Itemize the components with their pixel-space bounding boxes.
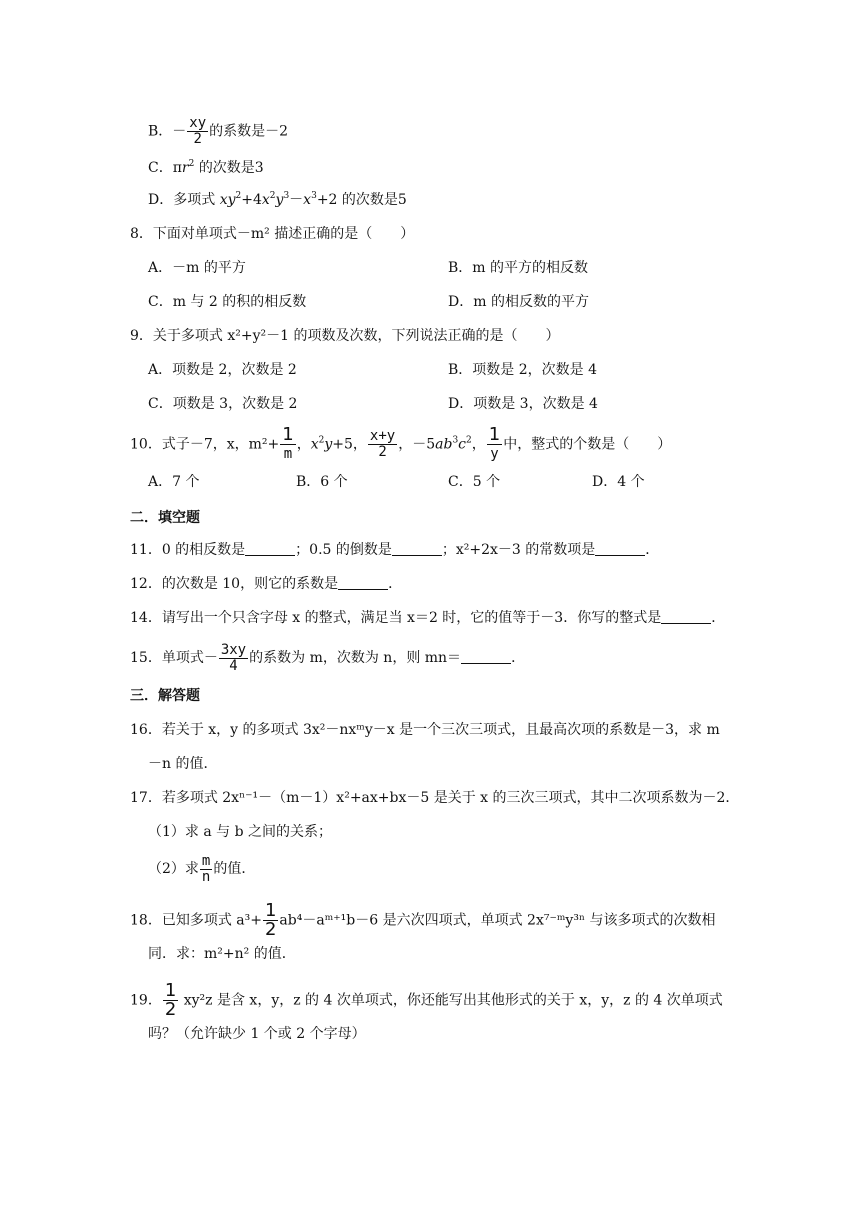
q18-b: ab⁴－aᵐ⁺¹b－6 是六次四项式，单项式 2x⁷⁻ᵐy³ⁿ 与该多项式的次数相 bbox=[279, 912, 716, 929]
q17-line1: 17．若多项式 2xⁿ⁻¹－（m－1）x²+ax+bx－5 是关于 x 的三次三项式，其中二次项系数为－2． bbox=[130, 790, 740, 806]
fraction-xy-over-2 bbox=[187, 116, 208, 147]
q18-a: 18．已知多项式 a³+ bbox=[130, 912, 262, 929]
q8-option-c: C．m 与 2 的积的相反数 bbox=[148, 294, 307, 310]
q14-a: 14．请写出一个只含字母 x 的整式，满足当 x＝2 时，它的值等于－3．你写的整式是 bbox=[130, 610, 662, 626]
q11-d: ． bbox=[645, 542, 660, 558]
q14-b: ． bbox=[711, 610, 726, 626]
q11-a: 11．0 的相反数是 bbox=[130, 542, 246, 558]
q12 bbox=[130, 574, 402, 594]
fraction-3xy-over-4: $\frac{3xy}{4}$ bbox=[220, 641, 247, 674]
q8-stem: 8．下面对单项式－m² 描述正确的是（ ） bbox=[130, 226, 415, 242]
q7-option-b bbox=[148, 116, 288, 147]
q12-b: ． bbox=[388, 576, 403, 592]
q17-sub2-a: （2）求 bbox=[148, 861, 199, 877]
fraction-1-over-y: 1 y bbox=[488, 424, 501, 462]
fraction-1-over-2: $\frac{1}{2}$ bbox=[164, 980, 177, 1020]
q10-option-a: A．7 个 bbox=[148, 474, 200, 490]
q7-option-c: C．$\pi r^2$ 的次数是3 bbox=[148, 159, 264, 176]
q11-b: ；0.5 的倒数是 bbox=[295, 542, 392, 558]
q7-d-label: D．多项式 bbox=[148, 192, 216, 208]
blank[interactable] bbox=[661, 609, 711, 624]
blank[interactable] bbox=[461, 649, 511, 664]
q19-num: 19． bbox=[130, 992, 162, 1009]
q10-stem: 10．式子－7，x，m²+ 1 m ，$x^2y+5$， $\frac{x+y}{2}$ ，$-5ab^3c^2$， 1 y 中，整式的个数是（ ） bbox=[130, 424, 672, 462]
frac-den: 2 bbox=[193, 131, 202, 147]
q8-option-d: D．m 的相反数的平方 bbox=[448, 294, 589, 310]
q16-line1: 16．若关于 x，y 的多项式 3x²－nxᵐy－x 是一个三次三项式，且最高次项的系数是－3，求 m bbox=[130, 722, 720, 738]
q17-sub1: （1）求 a 与 b 之间的关系； bbox=[148, 824, 333, 840]
blank[interactable] bbox=[595, 541, 645, 556]
q19-line2: 吗？（允许缺少 1 个或 2 个字母） bbox=[148, 1026, 366, 1042]
q9-option-c: C．项数是 3，次数是 2 bbox=[148, 396, 298, 412]
q7-c-tail: 的次数是3 bbox=[198, 160, 264, 176]
q9-option-d: D．项数是 3，次数是 4 bbox=[448, 396, 598, 412]
fraction-1-over-m: 1 m bbox=[282, 424, 294, 462]
q7-c-label: C．π bbox=[148, 160, 182, 176]
q9-stem: 9．关于多项式 x²+y²－1 的项数及次数，下列说法正确的是（ ） bbox=[130, 328, 560, 344]
frac-num: xy bbox=[189, 115, 207, 131]
q10-option-b: B．6 个 bbox=[296, 474, 348, 490]
q7-option-d: D．多项式 $xy^2+4x^2y^3-x^3+2$ 的次数是5 bbox=[148, 191, 407, 208]
q19-line1 bbox=[130, 982, 723, 1019]
q7-b-label: B．－ bbox=[148, 123, 187, 140]
q9-option-b: B．项数是 2，次数是 4 bbox=[448, 362, 598, 378]
q14 bbox=[130, 608, 725, 628]
q17-sub2 bbox=[148, 852, 255, 886]
q10-option-c: C．5 个 bbox=[448, 474, 501, 490]
q17-sub2-b: 的值． bbox=[213, 861, 256, 877]
q10-tail: 中，整式的个数是（ ） bbox=[503, 436, 672, 453]
q7-b-tail: 的系数是－2 bbox=[209, 123, 289, 140]
q11 bbox=[130, 540, 659, 560]
blank[interactable] bbox=[245, 541, 295, 556]
q15 bbox=[130, 642, 525, 674]
q16-line2: －n 的值． bbox=[148, 756, 218, 772]
fraction-x-plus-y-over-2: $\frac{x+y}{2}$ bbox=[369, 428, 396, 460]
q10-prefix: 10．式子－7，x，m²+ bbox=[130, 436, 280, 453]
q18-line1 bbox=[130, 902, 715, 939]
q15-a: 15．单项式－ bbox=[130, 650, 218, 666]
q8-option-b: B．m 的平方的相反数 bbox=[448, 260, 589, 276]
q11-c: ；x²+2x－3 的常数项是 bbox=[441, 542, 596, 558]
blank[interactable] bbox=[338, 575, 388, 590]
q8-option-a: A．－m 的平方 bbox=[148, 260, 246, 276]
q15-b: 的系数为 m，次数为 n，则 mn＝ bbox=[249, 650, 462, 666]
q9-option-a: A．项数是 2，次数是 2 bbox=[148, 362, 297, 378]
section-fill-in-heading: 二．填空题 bbox=[130, 510, 200, 526]
q7-d-tail: 的次数是5 bbox=[341, 192, 407, 208]
q18-line2: 同．求：m²+n² 的值． bbox=[148, 946, 296, 962]
q12-a: 12．的次数是 10，则它的系数是 bbox=[130, 576, 339, 592]
fraction-m-over-n: $\frac{m}{n}$ bbox=[201, 852, 211, 885]
fraction-1-over-2: $\frac{1}{2}$ bbox=[264, 900, 277, 940]
q15-c: ． bbox=[511, 650, 526, 666]
blank[interactable] bbox=[392, 541, 442, 556]
section-answer-heading: 三．解答题 bbox=[130, 688, 200, 704]
q10-option-d: D．4 个 bbox=[592, 474, 645, 490]
q19-b: xy²z 是含 x，y，z 的 4 次单项式，你还能写出其他形式的关于 x，y，z 的 4 次单项式 bbox=[183, 992, 723, 1009]
